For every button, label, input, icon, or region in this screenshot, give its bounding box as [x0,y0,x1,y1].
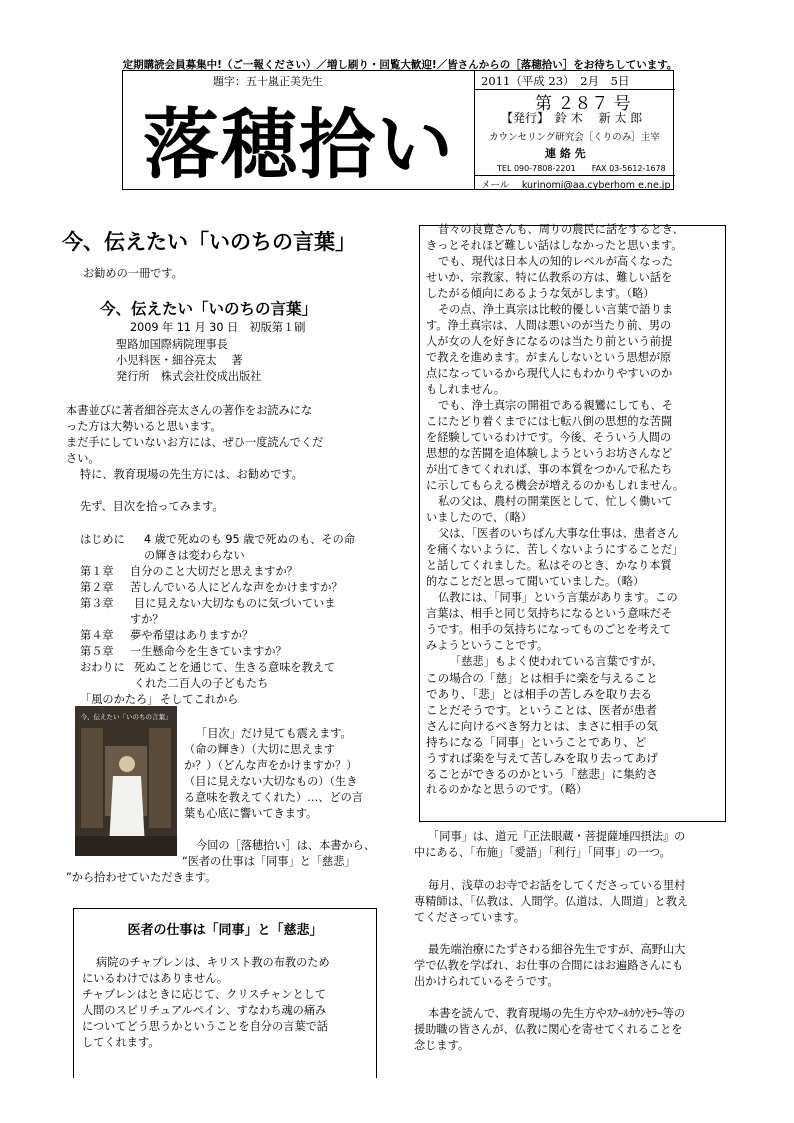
toc-text: 4 歳で死ぬのも 95 歳で死ぬのも、その命 [144,533,356,546]
intro-text: お勧めの一冊です。 [83,267,183,280]
organization: カウンセリング研究会［くりのみ］主宰 [489,132,660,143]
quote-line: してくれます。 [82,1036,160,1049]
quote-line: いましたので、（略） [426,511,533,524]
toc-text: 一生懸命今を生きていますか？ [130,645,287,658]
toc-label: 第１章 [80,565,114,578]
closing-line: “医者の仕事は「同事」と「慈悲」 [182,855,356,868]
book-cover-photo [75,706,177,856]
quote-line: れるのかなと思うのです。（略） [426,783,588,796]
book-author: 小児科医・細谷亮太 著 [116,354,243,367]
toc-label: 「風のかたろ」 [80,693,159,706]
quote-line: せいか、宗教家、特に仏教系の方は、難しい話を [426,271,673,284]
masthead [122,70,674,190]
quote-line: うすれば楽を与えて苦しみを取り去ってあげ [426,751,658,765]
after-line: 念じます。 [414,1039,470,1052]
book-cover-illustration [75,706,177,856]
quote-line: 「慈悲」もよく使われている言葉ですが、 [450,655,663,668]
quote-line: 的なことだと思って聞いていました。（略） [426,575,645,588]
quote-line: うです。相手の気持ちになってものごとを考えて [426,623,672,636]
quote-line: さんに向けるべき努力とは、まさに相手の気 [426,719,658,733]
issue-date: 2011（平成 23） 2月 5日 [481,74,630,88]
toc-label: おわりに [80,661,125,674]
side-text-line: 葉も心底に響いてきます。 [184,807,318,820]
quote-line: したがる傾向にあるような気がします。（略） [426,287,655,300]
after-line: てくださっています。 [414,911,525,924]
after-line: 毎月、浅草のお寺でお話をしてくださっている里村 [428,879,686,892]
book-affiliation: 聖路加国際病院理事長 [116,338,228,351]
quote-line: にいるわけではありません。 [82,972,229,985]
after-line: 出かけられているそうです。 [414,975,559,988]
quote-line: 点になっているから現代人にもわかりやすいのか [426,367,673,380]
quote-line: ることができるのかという「慈悲」に集約さ [426,767,658,781]
toc-text: 死ぬことを通じて、生きる意味を教えて [134,661,336,674]
side-text-line: （命の輝き）（大切に思えます [184,743,336,756]
quote-box-bottom [73,908,377,1078]
quote-line: チャプレンはときに応じて、クリスチャンとして [82,988,327,1001]
toc-text: そしてこれから [160,693,239,706]
para-line: まだ手にしていないお方には、ぜひ一度読んでくだ [66,436,324,449]
quote-line: 持ちになる「同事」ということであり、ど [426,735,647,749]
subscription-notice: 定期購読会員募集中!（ご一報ください）／増し刷り・回覧大歓迎!／皆さんからの［落穂拾い］をお待ちしています。 [122,59,678,71]
toc-text: の輝きは変わらない [144,549,245,562]
toc-text: 自分のこと大切だと思えますか？ [130,565,298,578]
quote-line: みようということです。 [426,639,549,652]
quote-line: 病院のチャプレンは、キリスト教の布教のため [96,956,330,969]
toc-label: 第５章 [80,645,114,658]
quote-line: と話してくれました。私はそのとき、かなり本質 [426,559,672,572]
toc-text: 夢や希望はありますか？ [130,629,254,642]
toc-label: 第２章 [80,581,114,594]
photo-caption: 今、伝えたい「いのちの言葉」 [80,713,172,721]
book-publisher: 発行所 株式会社佼成出版社 [116,370,262,383]
issue-number: 第 ２８７ 号 [535,94,631,114]
divider [475,175,675,176]
para-line: った方は大勢いると思います。 [66,420,222,433]
quote-line: ことだそうです。ということは、医者が患者 [426,703,657,717]
toc-text: 苦しんでいる人にどんな声をかけますか？ [130,581,343,594]
title-calligraphy-credit: 題字：五十嵐正美先生 [213,75,323,88]
toc-text: 目に見えない大切なものに気づいていま [134,597,336,610]
masthead-info [475,71,675,189]
toc-label: 第３章 [80,597,114,610]
side-text-line: る意味を教えてくれた）…、どの言 [184,791,364,804]
quote-line: その点、浄土真宗は比較的優しい言葉で語りま [438,303,673,316]
quote-line: 人が女の人を好きになるのは当たり前という前提 [426,335,673,348]
quote-line: 父は、「医者のいちばん大事な仕事は、患者さん [438,527,679,540]
quote-line: でも、現代は日本人の知的レベルが高くなった [438,255,673,268]
closing-line: 今回の［落穂拾い］は、本書から、 [196,839,376,852]
para-line: さい。 [66,452,100,465]
after-line: 「同事」は、道元『正法眼蔵・菩提薩埵四摂法』の [428,830,686,843]
quote-line: を痛くないように、苦しくないようにすることだ」 [426,543,684,556]
quote-box-right [419,225,726,822]
article-heading: 今、伝えたい「いのちの言葉」 [62,230,356,254]
quote-line: を経験しているわけです。今後、そういう人間の [426,431,672,444]
quote-line: す。浄土真宗は、人間は悪いのが当たり前、男の [426,319,672,332]
quote-line: でも、浄土真宗の開祖である親鸞にしても、そ [438,399,673,412]
quote-line: 昔々の良寛さんも、周りの農民に話をするとき、 [438,223,684,236]
quote-line: 言葉は、相手と同じ気持ちになるという意味だそ [426,607,673,620]
quote-line: この場合の「慈」とは相手に楽を与えること [426,671,658,685]
after-line: 専精師は、「仏教は、人間学。仏道は、人間道」と教え [414,895,689,908]
quote-line: こにたどり着くまでには七転八倒の思想的な苦闘 [426,415,673,428]
after-line: 中にある、「布施」「愛語」「利行」「同事」の一つ。 [414,846,671,859]
book-date: 2009 年 11 月 30 日 初版第１刷 [130,321,306,334]
side-text-line: 「目次」だけ見ても震えます。 [196,727,352,740]
quote-line: で教えを進めます。がまんしないという思想が原 [426,351,672,364]
quote-line: もしれません。 [426,383,505,396]
closing-line: ”から拾わせていただきます。 [66,871,217,884]
quote-line: であり、「悲」とは相手の苦しみを取り去る [426,687,653,701]
quote-line: が出てきてくれれば、事の本質をつかんで私たち [426,463,673,476]
quote-line: に示してもらえる機会が増えるのかもしれません。 [426,479,684,492]
calligraphy-logo-graphic [131,97,467,185]
quote-line: 仏教には、「同事」という言葉があります。この [438,591,678,604]
toc-label: はじめに [80,533,125,546]
toc-text: すか？ [130,613,164,626]
side-text-line: か？）（どんな声をかけますか？） [184,759,358,772]
quote-line: 思想的な苦闘を追体験しようというお坊さんなど [426,447,673,460]
calligraphy-logo [131,97,467,185]
after-line: 本書を読んで、教育現場の先生方やｽｸｰﾙｶｳﾝｾﾗｰ等の [428,1007,686,1020]
after-line: 援助職の皆さんが、仏教に関心を寄せてくれることを [414,1023,683,1036]
publisher: 【発行】 鈴 木 新 太 郎 [501,111,643,125]
contact-label: 連 絡 先 [545,147,586,160]
quote-line: 人間のスピリチュアルペイン、すなわち魂の痛み [82,1004,327,1017]
side-text-line: （目に見えない大切なもの）（生き [184,775,358,788]
calligraphy-logo-text: 落穂拾い [143,100,455,185]
para-line: 特に、教育現場の先生方には、お勧めです。 [80,468,303,481]
email: メール kurinomi@aa.cyberhom e.ne.jp [481,180,671,191]
quote-line: きっとそれほど難しい話はしなかったと思います。 [426,239,683,252]
quote-box-title: 医者の仕事は「同事」と「慈悲」 [127,923,323,938]
after-line: 最先端治療にたずさわる細谷先生ですが、高野山大 [428,943,686,956]
book-title: 今、伝えたい「いのちの言葉」 [100,300,318,318]
toc-label: 第４章 [80,629,114,642]
toc-text: くれた二百人の子どもたち [134,677,269,690]
quote-line: についてどう思うかということを自分の言葉で話 [82,1020,328,1033]
telephone-fax: TEL 090-7808-2201 FAX 03-5612-1678 [497,164,666,173]
masthead-title-area [123,71,475,189]
quote-line: 私の父は、農村の開業医として、忙しく働いて [438,495,673,508]
para-line: 本書並びに著者細谷亮太さんの著作をお読みにな [66,404,313,417]
after-line: 学で仏教を学ばれ、お仕事の合間にはお遍路さんにも [414,959,684,972]
toc-intro: 先ず、目次を拾ってみます。 [80,500,224,513]
